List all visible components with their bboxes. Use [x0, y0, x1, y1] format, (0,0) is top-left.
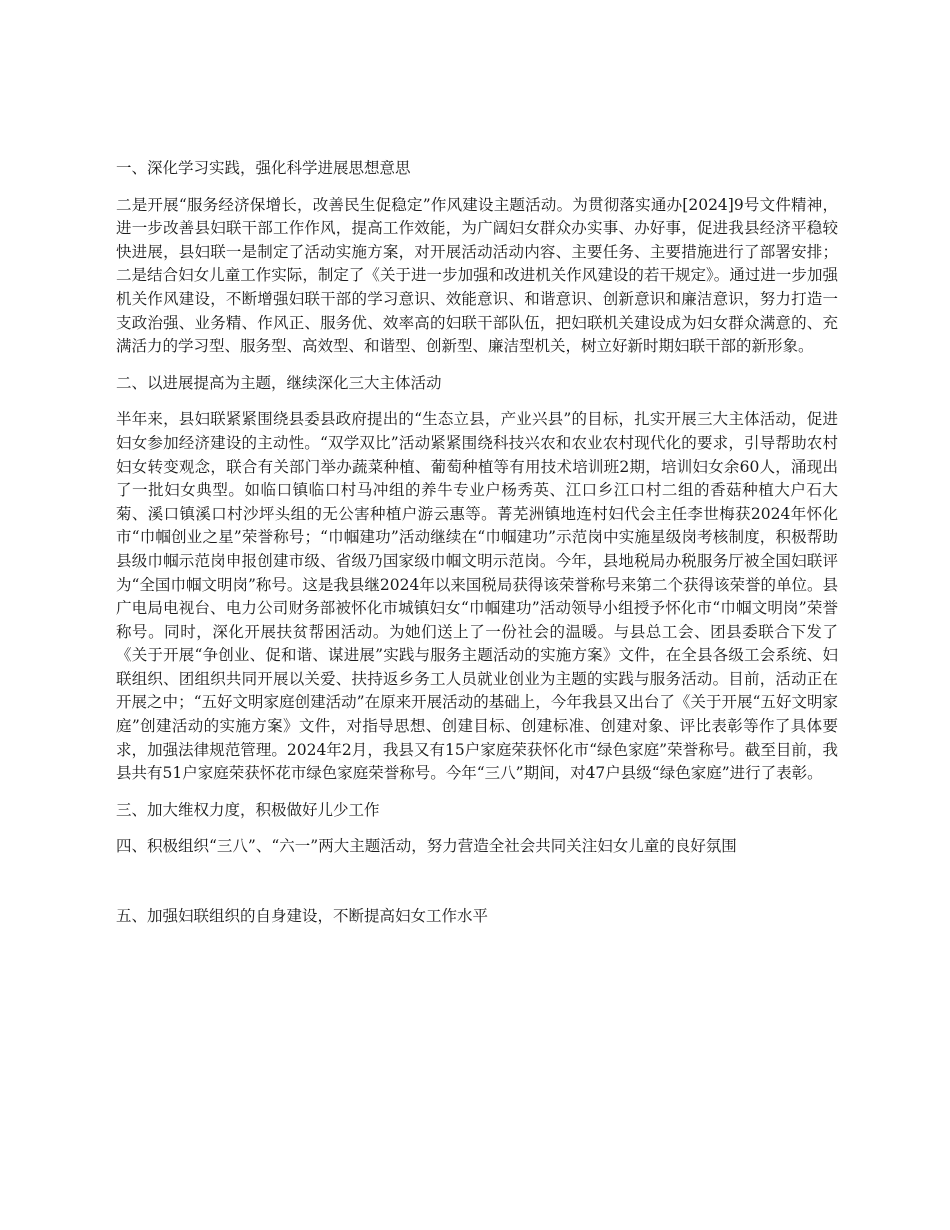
- document-page: [116, 157, 838, 942]
- section-heading-2: 二、以进展提高为主题，继续深化三大主体活动: [116, 373, 442, 392]
- blank-spacer: [116, 872, 838, 905]
- section-heading-3: 三、加大维权力度，积极做好儿少工作: [116, 800, 380, 819]
- section-heading-1: 一、深化学习实践，强化科学进展思想意思: [116, 159, 411, 177]
- section-heading-5: 五、加强妇联组织的自身建设，不断提高妇女工作水平: [116, 907, 489, 926]
- section-heading-4: 四、积极组织“三八”、“六一”两大主题活动，努力营造全社会共同关注妇女儿童的良好氛围: [116, 837, 737, 856]
- section-paragraph-1: 二是开展“服务经济保增长，改善民生促稳定”作风建设主题活动。为贯彻落实通办[2024]9号文件精神，进一步改善县妇联干部工作作风，提高工作效能，为广阔妇女群众办实事、办好事，促进我县经济平稳较快进展，县妇联一是制定了活动实施方案，对开展活动活动内容、主要任务、主要措施进行了部署安排；二是结合妇女儿童工作实际，制定了《关于进一步加强和改进机关作风建设的若干规定》。通过进一步加强机关作风建设，不断增强妇联干部的学习意识、效能意识、和谐意识、创新意识和廉洁意识，努力打造一支政治强、业务精、作风正、服务优、效率高的妇联干部队伍，把妇联机关建设成为妇女群众满意的、充满活力的学习型、服务型、高效型、和谐型、创新型、廉洁型机关，树立好新时期妇联干部的新形象。: [116, 195, 838, 356]
- section-paragraph-2: 半年来，县妇联紧紧围绕县委县政府提出的“生态立县，产业兴县”的目标，扎实开展三大主体活动，促进妇女参加经济建设的主动性。“双学双比”活动紧紧围绕科技兴农和农业农村现代化的要求，引导帮助农村妇女转变观念，联合有关部门举办蔬菜种植、葡萄种植等有用技术培训班2期，培训妇女余60人，涌现出了一批妇女典型。如临口镇临口村马冲组的养牛专业户杨秀英、江口乡江口村二组的香菇种植大户石大菊、溪口镇溪口村沙坪头组的无公害种植户游云惠等。菁芜洲镇地连村妇代会主任李世梅获2024年怀化市“巾帼创业之星”荣誉称号；“巾帼建功”活动继续在“巾帼建功”示范岗中实施星级岗考核制度，积极帮助县级巾帼示范岗申报创建市级、省级乃国家级巾帼文明示范岗。今年，县地税局办税服务厅被全国妇联评为“全国巾帼文明岗”称号。这是我县继2024年以来国税局获得该荣誉称号来第二个获得该荣誉的单位。县广电局电视台、电力公司财务部被怀化市城镇妇女“巾帼建功”活动领导小组授予怀化市“巾帼文明岗”荣誉称号。同时，深化开展扶贫帮困活动。为她们送上了一份社会的温暖。与县总工会、团县委联合下发了《关于开展“争创业、促和谐、谋进展”实践与服务主题活动的实施方案》文件，在全县各级工会系统、妇联组织、团组织共同开展以关爱、扶持返乡务工人员就业创业为主题的实践与服务活动。目前，活动正在开展之中；“五好文明家庭创建活动”在原来开展活动的基础上，今年我县又出台了《关于开展“五好文明家庭”创建活动的实施方案》文件，对指导思想、创建目标、创建标准、创建对象、评比表彰等作了具体要求，加强法律规范管理。2024年2月，我县又有15户家庭荣获怀化市“绿色家庭”荣誉称号。截至目前，我县共有51户家庭荣获怀花市绿色家庭荣誉称号。今年“三八”期间，对47户县级“绿色家庭”进行了表彰。: [116, 410, 838, 783]
